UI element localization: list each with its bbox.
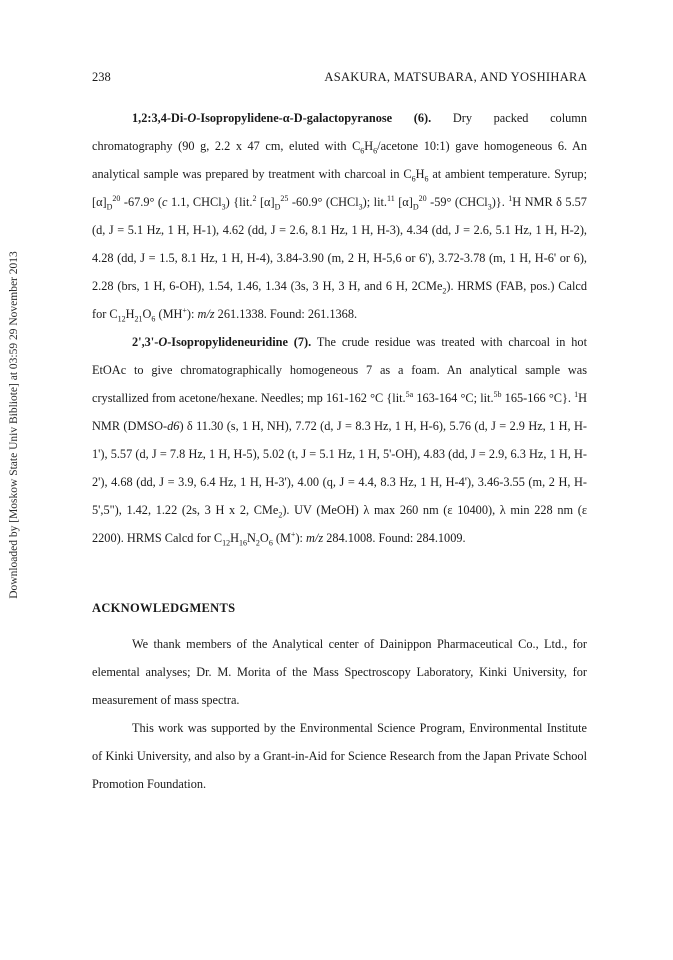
compound-6-title: 1,2:3,4-Di-O-Isopropylidene-α-D-galactopyranose (6).	[132, 111, 432, 125]
compound-6-paragraph: 1,2:3,4-Di-O-Isopropylidene-α-D-galactopyranose (6). Dry packed column chromatography (90 g, 2.2 x 47 cm, eluted with $C_6H_6$/acetone 10:1) gave homogeneous 6. An analytical sample was prepared by treatment with charcoal in $C_6H_6$ at ambient temperature. Syrup; $[\alpha]_D^{20}$ -67.9° (c 1.1, CHCl$_3$) {lit.$^2$ $[\alpha]_D^{25}$ -60.9° (CHCl$_3$); lit.$^{11}$ $[\alpha]_D^{20}$ -59° (CHCl$_3$)}. $^1$H NMR δ 5.57 (d, J = 5.1 Hz, 1 H, H-1), 4.62 (dd, J = 2.6, 8.1 Hz, 1 H, H-3), 4.34 (dd, J = 2.6, 5.1 Hz, 1 H, H-2), 4.28 (dd, J = 1.5, 8.1 Hz, 1 H, H-4), 3.84-3.90 (m, 2 H, H-5,6 or 6'), 3.72-3.78 (m, 1 H, H-6' or 6), 2.28 (brs, 1 H, 6-OH), 1.54, 1.46, 1.34 (3s, 3 H, 3 H, and 6 H, 2CMe$_2$). HRMS (FAB, pos.) Calcd for $C_{12}H_{21}O_6$ (MH+): m/z 261.1338. Found: 261.1368.	[92, 111, 587, 324]
article-body	[92, 104, 587, 798]
acknowledgments-paragraph-2: This work was supported by the Environmental Science Program, Environmental Institute of Kinki University, and also by a Grant-in-Aid for Science Research from the Japan Private School Promotion Foundation.	[92, 721, 587, 791]
acknowledgments-paragraph-1: We thank members of the Analytical center of Dainippon Pharmaceutical Co., Ltd., for elemental analyses; Dr. M. Morita of the Mass Spectroscopy Laboratory, Kinki University, for measurement of mass spectra.	[92, 637, 587, 707]
download-stamp-text: Downloaded by [Moskow State Univ Bibliote] at 03:59 29 November 2013	[8, 251, 20, 599]
compound-7-title: 2',3'-O-Isopropylideneuridine (7).	[132, 335, 312, 349]
download-stamp	[4, 210, 24, 640]
page-number: 238	[92, 70, 111, 84]
acknowledgments-heading: ACKNOWLEDGMENTS	[92, 601, 236, 615]
compound-7-paragraph: 2',3'-O-Isopropylideneuridine (7). The crude residue was treated with charcoal in hot EtOAc to give chromatographically homogeneous 7 as a foam. An analytical sample was crystallized from acetone/hexane. Needles; mp 161-162 °C {lit.$^{5a}$ 163-164 °C; lit.$^{5b}$ 165-166 °C}. $^1$H NMR (DMSO-d6) δ 11.30 (s, 1 H, NH), 7.72 (d, J = 8.3 Hz, 1 H, H-6), 5.76 (d, J = 2.9 Hz, 1 H, H-1'), 5.57 (d, J = 7.8 Hz, 1 H, H-5), 5.02 (t, J = 5.1 Hz, 1 H, 5'-OH), 4.83 (dd, J = 2.9, 6.3 Hz, 1 H, H-2'), 4.68 (dd, J = 3.9, 6.4 Hz, 1 H, H-3'), 4.00 (q, J = 4.4, 8.3 Hz, 1 H, H-4'), 3.46-3.55 (m, 2 H, H-5',5"), 1.42, 1.22 (2s, 3 H x 2, CMe$_2$). UV (MeOH) λ max 260 nm (ε 10400), λ min 228 nm (ε 2200). HRMS Calcd for $C_{12}H_{16}N_2O_6$ (M+): m/z 284.1008. Found: 284.1009.	[92, 335, 587, 548]
page-header	[92, 70, 587, 90]
running-head: ASAKURA, MATSUBARA, AND YOSHIHARA	[324, 70, 587, 84]
